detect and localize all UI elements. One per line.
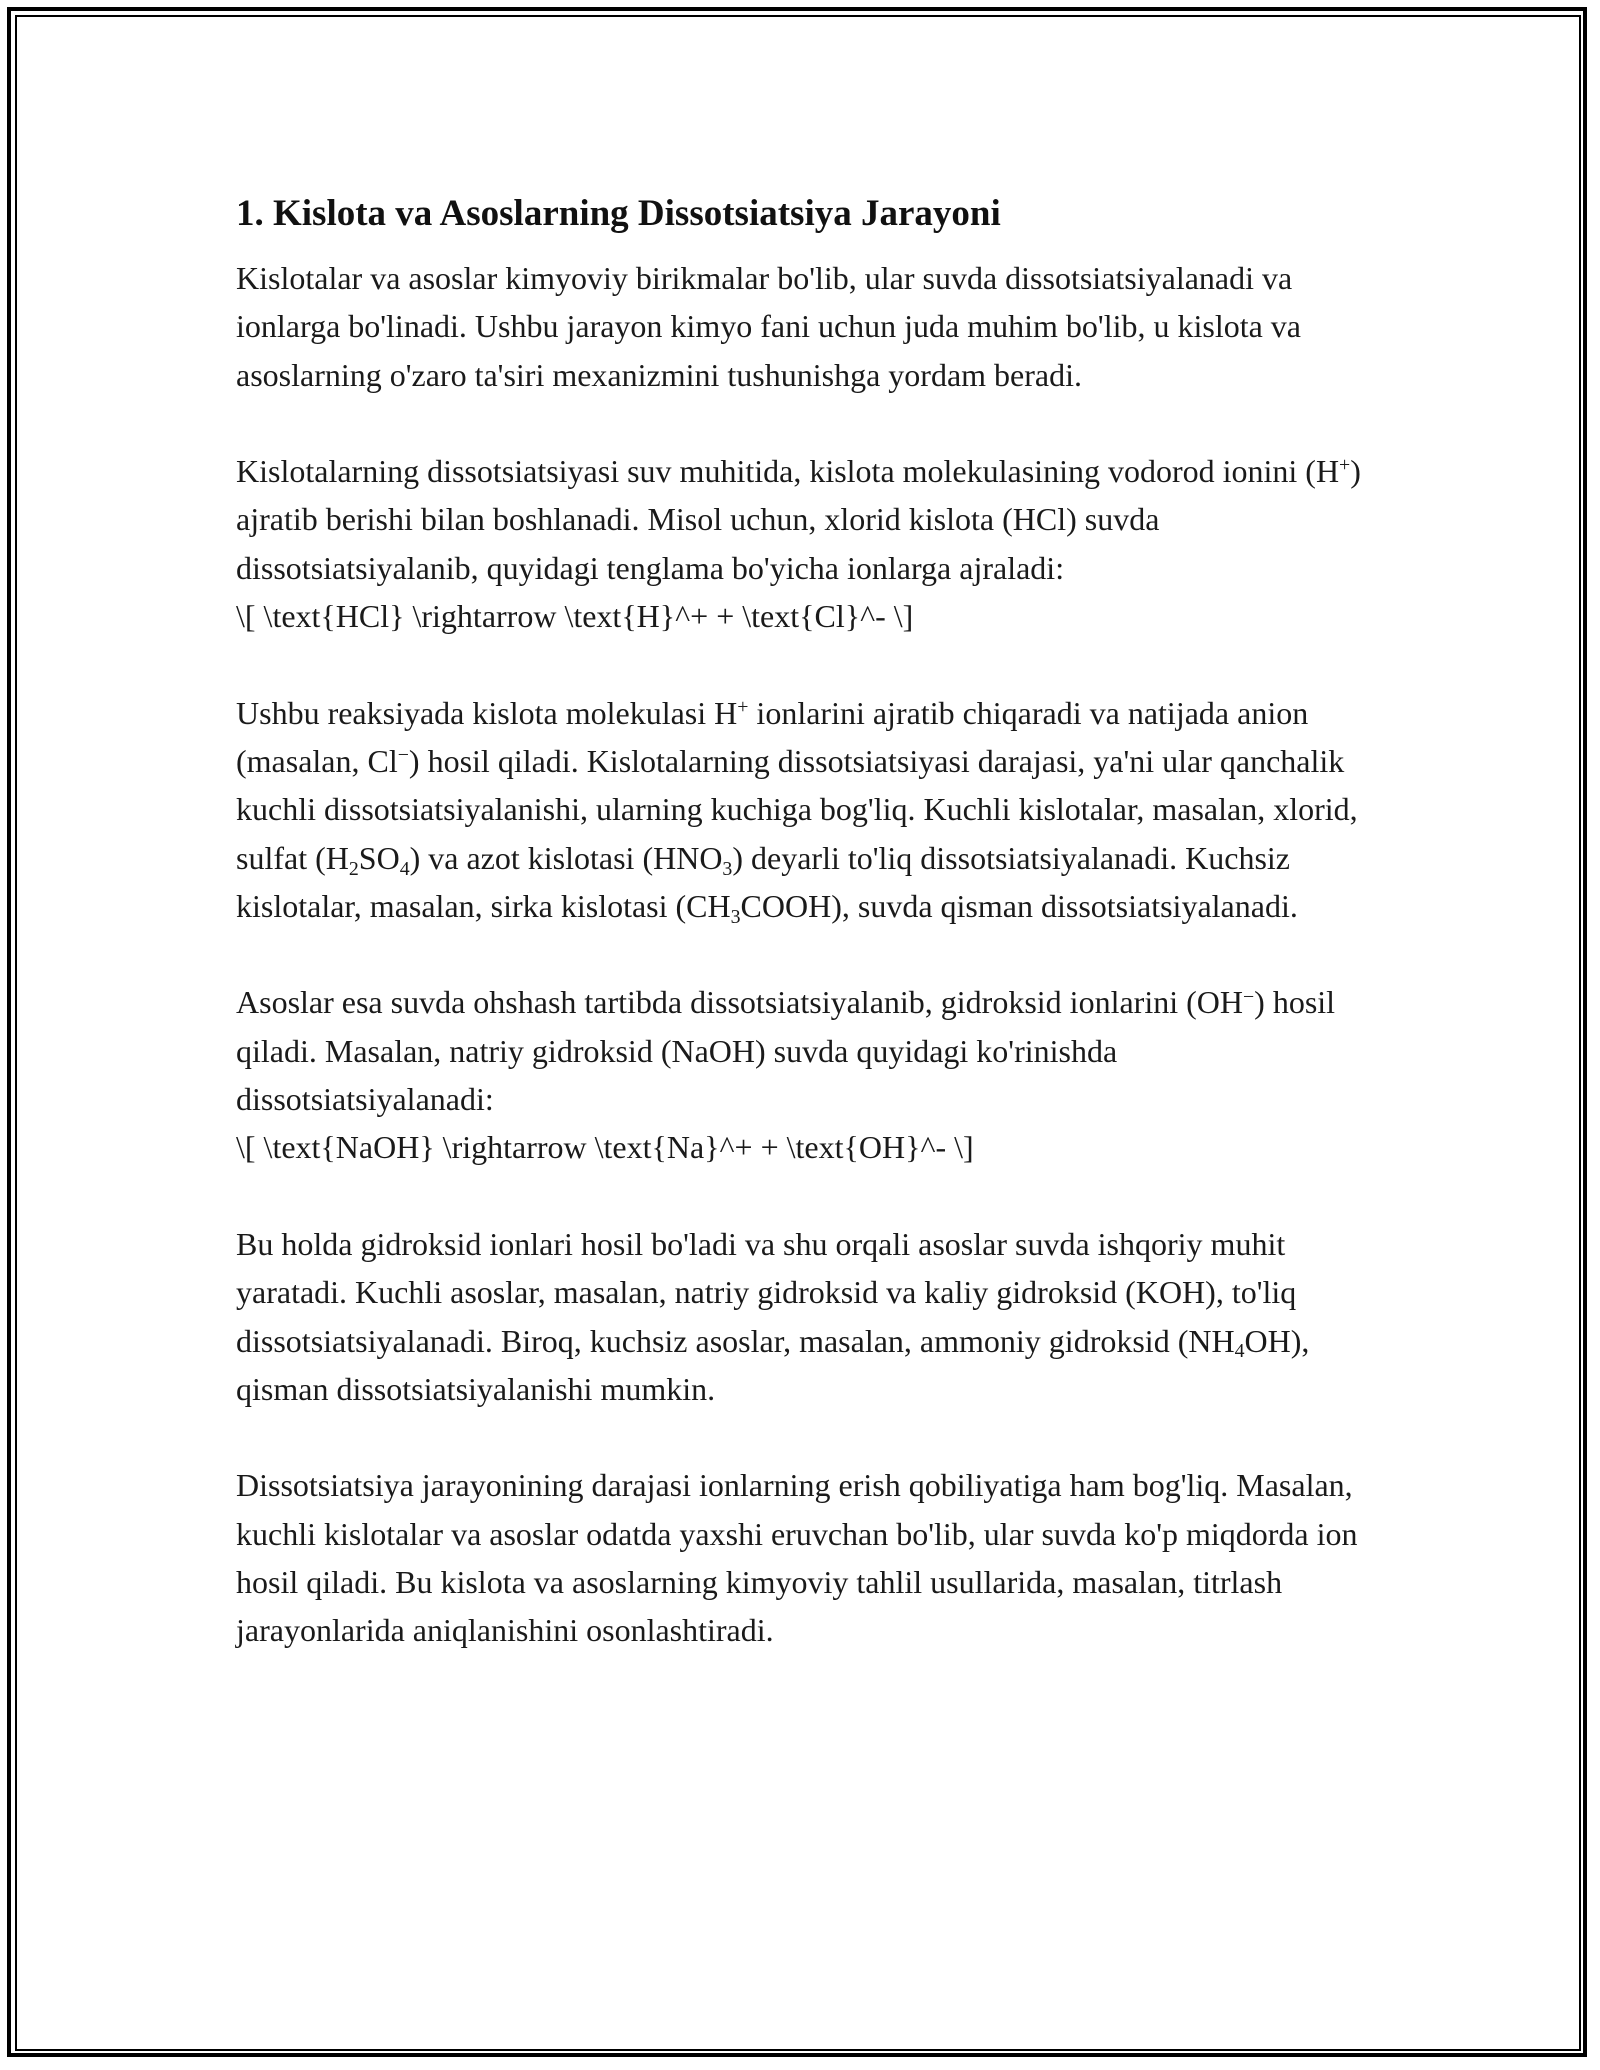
superscript: − (397, 744, 409, 767)
text-run: Bu holda gidroksid ionlari hosil bo'ladi va shu orqali asoslar suvda ishqoriy muhit yaratadi. Kuchli asoslar, masalan, natriy gidroksid va kaliy gidroksid (KOH), to'liq dissotsiatsiyalanadi. Biroq, kuchsiz asoslar, masalan, ammoniy gidroksid (NH (236, 1225, 1297, 1359)
text-run: ) ajratib berishi bilan boshlanadi. Misol uchun, xlorid kislota (HCl) suvda dissotsiatsiyalanib, quyidagi tenglama bo'yicha ionlarga ajraladi: (236, 453, 1361, 586)
text-run: ionlarini ajratib chiqaradi va natijada anion (masalan, Cl (236, 694, 1309, 779)
superscript: + (1339, 454, 1351, 477)
paragraph-base-strength (236, 1220, 1366, 1413)
paragraph-acid-dissociation (236, 447, 1366, 640)
paragraph-solubility: Dissotsiatsiya jarayonining darajasi ionlarning erish qobiliyatiga ham bog'liq. Masalan, kuchli kislotalar va asoslar odatda yaxshi eruvchan bo'lib, ular suvda ko'p miqdorda ion hosil qiladi. Bu kislota va asoslarning kimyoviy tahlil usullarida, masalan, titrlash jarayonlarida aniqlanishini osonlashtiradi. (236, 1467, 1358, 1649)
subscript: 3 (722, 857, 733, 880)
text-run: OH), qisman dissotsiatsiyalanishi mumkin. (236, 1322, 1310, 1407)
text-run: ) va azot kislotasi (HNO (409, 839, 723, 876)
subscript: 2 (348, 857, 359, 880)
subscript: 3 (730, 905, 741, 928)
equation-naoh: \[ \text{NaOH} \rightarrow \text{Na}^+ + \text{OH}^- \] (236, 1129, 974, 1166)
text-run: Asoslar esa suvda ohshash tartibda dissotsiatsiyalanib, gidroksid ionlarini (OH (236, 984, 1243, 1021)
text-run: SO (358, 839, 400, 876)
text-run: Kislotalarning dissotsiatsiyasi suv muhitida, kislota molekulasining vodorod ionini (H (236, 453, 1340, 490)
text-run: COOH), suvda qisman dissotsiatsiyalanadi. (740, 887, 1298, 924)
paragraph-intro: Kislotalar va asoslar kimyoviy birikmalar bo'lib, ular suvda dissotsiatsiyalanadi va ionlarga bo'linadi. Ushbu jarayon kimyo fani uchun juda muhim bo'lib, u kislota va asoslarning o'zaro ta'siri mexanizmini tushunishga yordam beradi. (236, 260, 1301, 393)
text-run: ) deyarli to'liq dissotsiatsiyalanadi. Kuchsiz kislotalar, masalan, sirka kislotasi (CH (236, 839, 1290, 924)
paragraph-acid-strength (236, 689, 1366, 930)
section-title: 1. Kislota va Asoslarning Dissotsiatsiya Jarayoni (236, 193, 1001, 234)
text-run: ) hosil qiladi. Kislotalarning dissotsiatsiyasi darajasi, ya'ni ular qanchalik kuchli dissotsiatsiyalanishi, ularning kuchiga bog'liq. Kuchli kislotalar, masalan, xlorid, sulfat (H (236, 742, 1358, 876)
document-body (236, 186, 1366, 1655)
subscript: 4 (399, 857, 410, 880)
subscript: 4 (1234, 1340, 1245, 1363)
text-run: ) hosil qiladi. Masalan, natriy gidroksid (NaOH) suvda quyidagi ko'rinishda dissotsiatsiyalanadi: (236, 984, 1336, 1118)
superscript: + (737, 695, 749, 718)
paragraph-base-dissociation (236, 978, 1366, 1171)
equation-hcl: \[ \text{HCl} \rightarrow \text{H}^+ + \text{Cl}^- \] (236, 598, 914, 635)
superscript: − (1242, 985, 1255, 1008)
text-run: Ushbu reaksiyada kislota molekulasi H (236, 694, 738, 731)
